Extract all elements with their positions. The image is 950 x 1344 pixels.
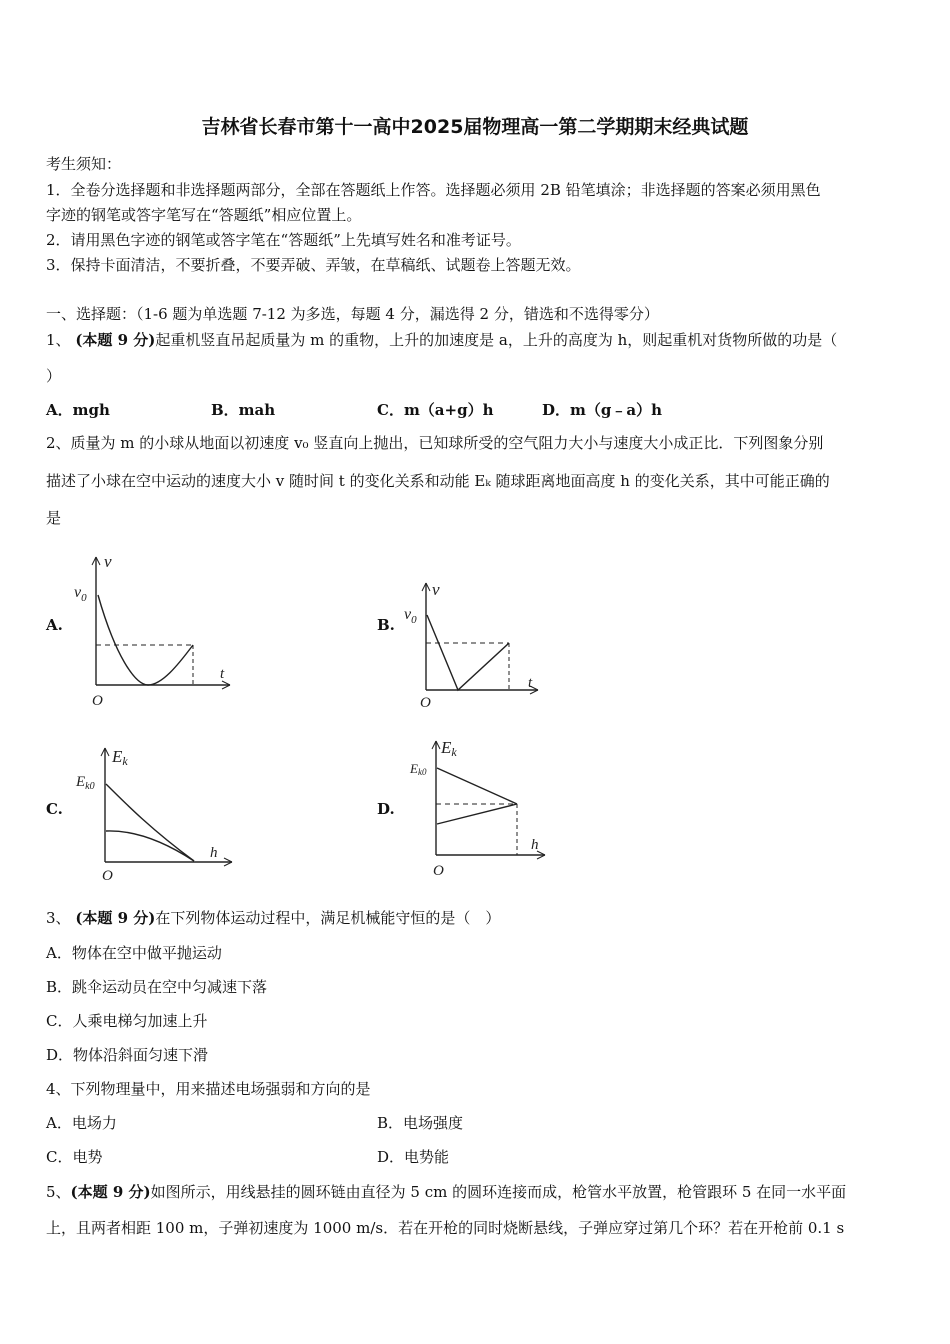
notice-heading: 考生须知： (46, 155, 122, 173)
notice-item-3: 3．保持卡面清洁，不要折叠，不要弄破、弄皱，在草稿纸、试题卷上答题无效。 (46, 256, 581, 274)
graph-b-v0-main: v (404, 606, 412, 623)
graph-a (70, 545, 245, 710)
graph-b-v0-sub: 0 (411, 614, 417, 626)
q3-stem (46, 907, 500, 928)
graph-a-t-label: t (220, 666, 225, 682)
graph-c (72, 740, 252, 885)
graph-c-ek-label (111, 747, 128, 768)
q1-score: (本题 9 分) (75, 331, 156, 349)
q2-option-b-label: B. (377, 616, 395, 634)
q5-stem-1 (46, 1181, 846, 1202)
q2-option-c-label: C. (46, 800, 63, 818)
q3-option-b: B．跳伞运动员在空中匀减速下落 (46, 978, 268, 996)
graph-b (400, 575, 550, 710)
graph-c-ek0-sub: k0 (85, 781, 95, 792)
graph-b-v-label: v (432, 580, 440, 599)
graph-c-curve-down (106, 831, 194, 861)
graph-d-ek-label (440, 738, 457, 759)
q5-score: (本题 9 分) (70, 1183, 151, 1201)
graph-d-ek0-label (409, 761, 427, 777)
q1-option-a: A．mgh (46, 401, 110, 419)
graph-d (405, 733, 555, 883)
graph-c-ek0-main: E (76, 774, 86, 790)
q2-option-a-label: A. (46, 616, 63, 634)
graph-b-v0-label (404, 606, 417, 626)
graph-c-ek-sub: k (122, 754, 128, 768)
q5-number: 5、 (46, 1183, 71, 1201)
section-heading: 一、选择题：（1-6 题为单选题 7-12 为多选，每题 4 分，漏选得 2 分，错选和不选得零分） (46, 305, 659, 323)
graph-c-h-label: h (210, 845, 218, 861)
graph-d-ek0-sub: k0 (417, 767, 427, 777)
q1-stem-end: ） (46, 367, 62, 385)
graph-c-curve-up (106, 784, 194, 861)
graph-d-ek0-main: E (410, 761, 418, 776)
q4-stem: 4、下列物理量中，用来描述电场强弱和方向的是 (46, 1080, 371, 1098)
graph-a-v0-label (74, 584, 87, 604)
graph-c-origin: O (102, 868, 113, 884)
q3-number: 3、 (46, 909, 76, 927)
q4-option-b: B．电场强度 (377, 1114, 464, 1132)
q1-option-c: C．m（a+g）h (377, 401, 494, 419)
graph-b-origin: O (420, 695, 431, 710)
q3-option-d: D．物体沿斜面匀速下滑 (46, 1046, 209, 1064)
q2-stem-2: 描述了小球在空中运动的速度大小 v 随时间 t 的变化关系和动能 Eₖ 随球距离地面高度 h 的变化关系，其中可能正确的 (46, 472, 830, 490)
graph-d-ek-sub: k (451, 745, 457, 759)
graph-d-ek-main: E (441, 738, 452, 757)
q1-text: 起重机竖直吊起质量为 m 的重物，上升的加速度是 a，上升的高度为 h，则起重机对货物所做的功是（ (155, 331, 838, 349)
notice-item-2: 2．请用黑色字迹的钢笔或答字笔在“答题纸”上先填写姓名和准考证号。 (46, 231, 521, 249)
exam-title: 吉林省长春市第十一高中2025届物理高一第二学期期末经典试题 (201, 116, 749, 138)
graph-d-h-label: h (531, 837, 539, 853)
q2-stem-3: 是 (46, 509, 62, 527)
q3-score: (本题 9 分) (75, 909, 156, 927)
q3-text: 在下列物体运动过程中，满足机械能守恒的是（ ） (155, 909, 501, 927)
q1-option-d: D．m（g﹣a）h (542, 401, 662, 419)
notice-item-1: 1．全卷分选择题和非选择题两部分，全部在答题纸上作答。选择题必须用 2B 铅笔填涂；非选择题的答案必须用黑色 (46, 181, 821, 199)
graph-d-line-up (437, 804, 517, 824)
q4-option-a: A．电场力 (46, 1114, 117, 1132)
q1-stem (46, 329, 837, 350)
graph-a-v0-sub: 0 (81, 592, 87, 604)
q4-option-c: C．电势 (46, 1148, 103, 1166)
q3-option-c: C．人乘电梯匀加速上升 (46, 1012, 208, 1030)
graph-a-origin: O (92, 693, 103, 709)
graph-d-line-down (437, 768, 517, 804)
q5-stem-2: 上，且两者相距 100 m，子弹初速度为 1000 m/s．若在开枪的同时烧断悬线，子弹应穿过第几个环？若在开枪前 0.1 s (46, 1219, 845, 1237)
graph-c-ek-main: E (112, 747, 123, 766)
q2-stem-1: 2、质量为 m 的小球从地面以初速度 v₀ 竖直向上抛出，已知球所受的空气阻力大小与速度大小成正比．下列图象分别 (46, 434, 824, 452)
q1-option-b: B．mah (211, 401, 276, 419)
graph-a-v-label: v (104, 552, 112, 571)
graph-b-lines (427, 615, 509, 690)
q2-option-d-label: D. (377, 800, 395, 818)
graph-a-curve (98, 595, 193, 685)
q3-option-a: A．物体在空中做平抛运动 (46, 944, 222, 962)
graph-d-origin: O (433, 863, 444, 879)
q1-number: 1、 (46, 331, 76, 349)
q5-text: 如图所示，用线悬挂的圆环链由直径为 5 cm 的圆环连接而成，枪管水平放置，枪管跟环 5 在同一水平面 (150, 1183, 847, 1201)
graph-a-v0-main: v (74, 584, 82, 601)
graph-b-t-label: t (528, 675, 533, 691)
graph-c-ek0-label (75, 774, 95, 792)
q4-option-d: D．电势能 (377, 1148, 450, 1166)
notice-item-1-cont: 字迹的钢笔或答字笔写在“答题纸”相应位置上。 (46, 206, 362, 224)
